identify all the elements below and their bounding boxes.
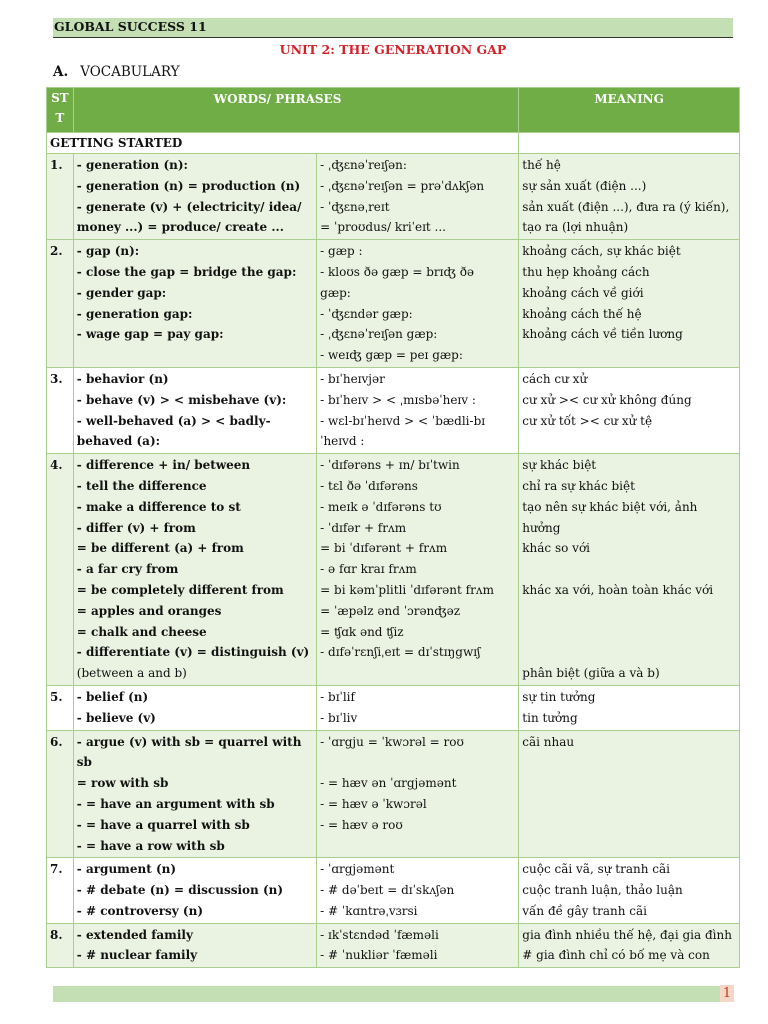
row-number: 7. [47,858,74,923]
phonetic-line: - bɪˈliv [320,710,358,725]
meaning-line: khoảng cách thế hệ [522,306,642,321]
phonetic-line: - ˈʤɛnəˌreɪt [320,199,390,214]
meaning-line: khác xa với, hoàn toàn khác với [522,582,714,597]
meaning-cell [519,685,740,730]
meaning-line: khoảng cách về giới [522,285,644,300]
word-line: - behave (v) > < misbehave (v): [76,392,287,407]
phonetic-line: - wɛl-bɪˈheɪvd > < ˈbædli-bɪ [320,413,486,428]
word-line: - wage gap = pay gap: [76,327,224,342]
vocabulary-table [46,87,740,968]
word-cell [73,454,316,686]
phonetic-line: - ˌʤɛnəˈreɪʃən = prəˈdʌkʃən [320,178,485,193]
meaning-cell [519,154,740,240]
meaning-line: sự khác biệt [522,458,597,473]
meaning-line: sản xuất (điện ...), đưa ra (ý kiến), [522,199,730,214]
table-row [47,685,740,730]
meaning-cell [519,367,740,453]
phonetic-line: - ˈʤɛndər gæp: [320,306,413,321]
meaning-line [522,642,736,663]
phonetic-cell [317,685,519,730]
row-number: 5. [47,685,74,730]
col-header-meaning: MEANING [519,88,740,133]
word-line: - close the gap = bridge the gap: [76,264,297,279]
section-letter: A. [53,64,69,80]
col-header-stt: ST T [47,88,74,133]
word-line: behaved (a): [76,434,161,449]
phonetic-line: - ɪkˈstɛndəd ˈfæməli [320,927,439,942]
phonetic-cell [317,858,519,923]
phonetic-line: - weɪʤ gæp = peɪ gæp: [320,348,463,363]
table-header-row [47,88,740,133]
row-number: 3. [47,367,74,453]
table-row [47,154,740,240]
header-bar [53,18,733,38]
col-header-words: WORDS/ PHRASES [73,88,518,133]
word-line: - # nuclear family [76,948,198,963]
phonetic-line: - = hæv ən ˈɑrgjəmənt [320,776,457,791]
phonetic-line [320,752,515,773]
vocabulary-rows [47,154,740,968]
word-line: - argument (n) [76,862,177,877]
word-line: - generation (n) = production (n) [76,178,301,193]
meaning-line: hưởng [522,520,561,535]
phonetic-line: - # ˈnukliər ˈfæməli [320,948,438,963]
phonetic-line: = bi kəmˈplitli ˈdɪfərənt frʌm [320,582,494,597]
phonetic-line: - ˌʤɛnəˈreɪʃən gæp: [320,327,438,342]
phonetic-line: - dɪfəˈrɛnʃiˌeɪt = dɪˈstɪŋgwɪʃ [320,645,481,660]
word-cell [73,240,316,368]
subsection-row [47,133,740,154]
meaning-line: khoảng cách về tiền lương [522,327,683,342]
meaning-line: tạo ra (lợi nhuận) [522,220,629,235]
word-line: - differ (v) + from [76,520,196,535]
row-number: 1. [47,154,74,240]
phonetic-line: - gæp : [320,244,363,259]
word-line: = be completely different from [76,582,284,597]
word-line: - gap (n): [76,244,140,259]
meaning-line [522,622,736,643]
word-line: (between a and b) [76,666,187,681]
word-cell [73,923,316,968]
word-line: - argue (v) with sb = quarrel with sb [76,734,302,770]
meaning-line: thế hệ [522,158,561,172]
section-title: VOCABULARY [80,64,180,80]
phonetic-line: = bi ˈdɪfərənt + frʌm [320,541,448,556]
word-line: = chalk and cheese [76,624,207,639]
word-cell [73,685,316,730]
phonetic-line: - ə fɑr kraɪ frʌm [320,562,417,577]
row-number: 4. [47,454,74,686]
meaning-line: khoảng cách, sự khác biệt [522,244,681,259]
meaning-line [522,559,736,580]
word-line: - gender gap: [76,285,167,300]
word-line: - behavior (n) [76,371,169,386]
table-row [47,367,740,453]
word-line: - make a difference to st [76,499,241,514]
phonetic-line: - ˌʤɛnəˈreɪʃən: [320,158,407,172]
phonetic-cell [317,923,519,968]
phonetic-cell [317,454,519,686]
phonetic-line: - bɪˈlif [320,689,355,704]
meaning-line: gia đình nhiều thế hệ, đại gia đình [522,927,732,942]
phonetic-line: - = hæv ə ˈkwɔrəl [320,796,427,811]
table-row [47,923,740,968]
phonetic-line: - ˈɑrgjəmənt [320,862,395,877]
table-row [47,240,740,368]
phonetic-cell [317,367,519,453]
section-heading [53,64,180,80]
meaning-line: phân biệt (giữa a và b) [522,666,660,681]
phonetic-line: = ˈproʊdus/ kriˈeɪt ... [320,220,446,235]
word-line: - = have a row with sb [76,838,225,853]
phonetic-line: - ˈdɪfər + frʌm [320,520,407,535]
word-line: - = have a quarrel with sb [76,817,250,832]
meaning-line: sự sản xuất (điện ...) [522,178,647,193]
meaning-line: cách cư xử [522,371,588,386]
unit-title: UNIT 2: THE GENERATION GAP [279,42,507,57]
phonetic-line: gæp: [320,285,351,300]
meaning-line: cuộc cãi vã, sự tranh cãi [522,862,670,877]
meaning-cell [519,730,740,858]
meaning-line: tạo nên sự khác biệt với, ảnh [522,499,698,514]
word-line: - well-behaved (a) > < badly- [76,413,271,428]
phonetic-line: - ˈdɪfərəns + ɪn/ bɪˈtwin [320,458,460,473]
meaning-line: cư xử >< cư xử không đúng [522,392,692,407]
word-cell [73,367,316,453]
word-line: - belief (n) [76,689,149,704]
word-line: - differentiate (v) = distinguish (v) [76,645,310,660]
word-line: - generation (n): [76,158,188,172]
word-line: - # debate (n) = discussion (n) [76,883,284,898]
word-cell [73,730,316,858]
phonetic-cell [317,154,519,240]
phonetic-cell [317,240,519,368]
meaning-line: tin tưởng [522,710,578,725]
phonetic-line: - tɛl ðə ˈdɪfərəns [320,478,418,493]
word-line: - = have an argument with sb [76,796,275,811]
meaning-line: khác so với [522,541,591,556]
page-number: 1 [720,985,734,1002]
table-row [47,730,740,858]
row-number: 2. [47,240,74,368]
book-title: GLOBAL SUCCESS 11 [54,19,207,34]
word-cell [73,858,316,923]
phonetic-line: = ʧɑk ənd ʧiz [320,624,404,639]
meaning-line: thu hẹp khoảng cách [522,264,650,279]
phonetic-line: - bɪˈheɪvjər [320,371,385,386]
meaning-line: chỉ ra sự khác biệt [522,478,635,493]
word-line: - generation gap: [76,306,193,321]
meaning-line: vấn đề gây tranh cãi [522,903,647,918]
footer-bar [53,986,720,1002]
meaning-line: sự tin tưởng [522,689,596,704]
word-line: = row with sb [76,776,169,791]
word-line: - a far cry from [76,562,179,577]
word-line: - believe (v) [76,710,156,725]
meaning-line: cãi nhau [522,734,575,749]
meaning-line [522,601,736,622]
word-line: - extended family [76,927,193,942]
phonetic-line: - bɪˈheɪv > < ˌmɪsbəˈheɪv : [320,392,476,407]
phonetic-line: ˈheɪvd : [320,434,365,449]
phonetic-line: - # ˈkɑntrəˌvɜrsi [320,903,418,918]
meaning-line: cư xử tốt >< cư xử tệ [522,413,653,428]
meaning-line: # gia đình chỉ có bố mẹ và con [522,948,710,963]
word-line: - # controversy (n) [76,903,204,918]
table-row [47,454,740,686]
word-line: = apples and oranges [76,603,222,618]
phonetic-line: - meɪk ə ˈdɪfərəns tʊ [320,499,442,514]
meaning-cell [519,923,740,968]
meaning-cell [519,858,740,923]
phonetic-cell [317,730,519,858]
meaning-cell [519,240,740,368]
phonetic-line: - kloʊs ðə gæp = brɪʤ ðə [320,264,475,279]
word-line: - difference + in/ between [76,458,251,473]
word-line: = be different (a) + from [76,541,244,556]
word-cell [73,154,316,240]
phonetic-line: = ˈæpəlz ənd ˈɔrənʤəz [320,603,461,618]
row-number: 6. [47,730,74,858]
row-number: 8. [47,923,74,968]
meaning-line: cuộc tranh luận, thảo luận [522,883,683,898]
phonetic-line: - # dəˈbeɪt = dɪˈskʌʃən [320,883,455,898]
phonetic-line: - ˈɑrgju = ˈkwɔrəl = roʊ [320,734,464,749]
table-row [47,858,740,923]
phonetic-line: - = hæv ə roʊ [320,817,403,832]
word-line: - generate (v) + (electricity/ idea/ money ...) = produce/ create ... [76,199,302,235]
meaning-cell [519,454,740,686]
word-line: - tell the difference [76,478,207,493]
subsection-title: GETTING STARTED [47,133,519,154]
